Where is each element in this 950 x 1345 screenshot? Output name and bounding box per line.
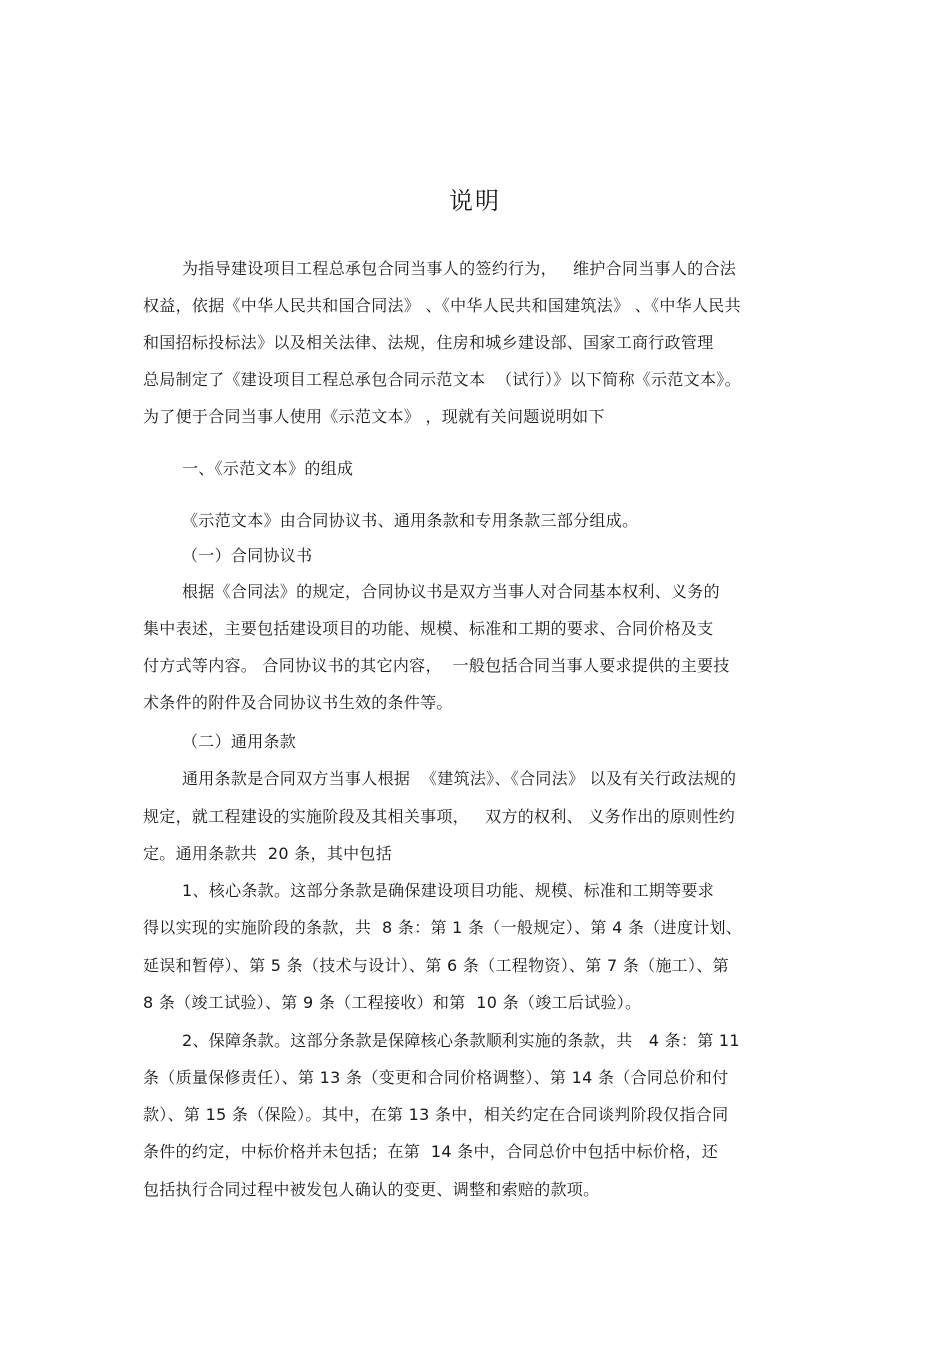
paragraph-line: 8 条（竣工试验）、第 9 条（工程接收）和第 10 条（竣工后试验）。 (143, 993, 642, 1012)
paragraph-line: 付方式等内容。 合同协议书的其它内容， 一般包括合同当事人要求提供的主要技 (143, 656, 730, 675)
paragraph-line: 包括执行合同过程中被发包人确认的变更、调整和索赔的款项。 (143, 1180, 600, 1199)
subsection-heading: （一）合同协议书 (182, 546, 313, 565)
section-heading: 一、《示范文本》的组成 (182, 459, 354, 478)
paragraph-line: 2、保障条款。这部分条款是保障核心条款顺利实施的条款，共 4 条：第 11 (182, 1031, 740, 1050)
paragraph-line: 《示范文本》由合同协议书、通用条款和专用条款三部分组成。 (182, 511, 639, 530)
paragraph-line: 款）、第 15 条（保险）。其中，在第 13 条中，相关约定在合同谈判阶段仅指合同 (143, 1105, 729, 1124)
paragraph-line: 集中表述，主要包括建设项目的功能、规模、标准和工期的要求、合同价格及支 (143, 619, 714, 638)
subsection-heading: （二）通用条款 (182, 732, 297, 751)
paragraph-line: 权益，依据《中华人民共和国合同法》 、《中华人民共和国建筑法》 、《中华人民共 (143, 296, 741, 315)
paragraph-line: 和国招标投标法》以及相关法律、法规，住房和城乡建设部、国家工商行政管理 (143, 333, 714, 352)
paragraph-line: 延误和暂停）、第 5 条（技术与设计）、第 6 条（工程物资）、第 7 条（施工）、第 (143, 956, 729, 975)
paragraph-line: 定。通用条款共 20 条，其中包括 (143, 844, 393, 863)
paragraph-line: 术条件的附件及合同协议书生效的条件等。 (143, 693, 453, 712)
paragraph-line: 1、核心条款。这部分条款是确保建设项目功能、规模、标准和工期等要求 (182, 881, 715, 900)
paragraph-line: 条件的约定，中标价格并未包括；在第 14 条中，合同总价中包括中标价格，还 (143, 1142, 719, 1161)
paragraph-line: 通用条款是合同双方当事人根据 《建筑法》、《合同法》 以及有关行政法规的 (182, 769, 737, 788)
paragraph-line: 得以实现的实施阶段的条款，共 8 条：第 1 条（一般规定）、第 4 条（进度计划、 (143, 918, 743, 937)
paragraph-line: 规定，就工程建设的实施阶段及其相关事项， 双方的权利、 义务作出的原则性约 (143, 807, 736, 826)
paragraph-line: 根据《合同法》的规定，合同协议书是双方当事人对合同基本权利、义务的 (182, 582, 720, 601)
paragraph-line: 为指导建设项目工程总承包合同当事人的签约行为， 维护合同当事人的合法 (182, 259, 737, 278)
document-title: 说明 (449, 187, 501, 215)
paragraph-line: 总局制定了《建设项目工程总承包合同示范文本 （试行）》以下简称《示范文本》。 (143, 370, 741, 389)
paragraph-line: 条（质量保修责任）、第 13 条（变更和合同价格调整）、第 14 条（合同总价和付 (143, 1068, 729, 1087)
paragraph-line: 为了便于合同当事人使用《示范文本》 ，现就有关问题说明如下 (143, 407, 605, 426)
